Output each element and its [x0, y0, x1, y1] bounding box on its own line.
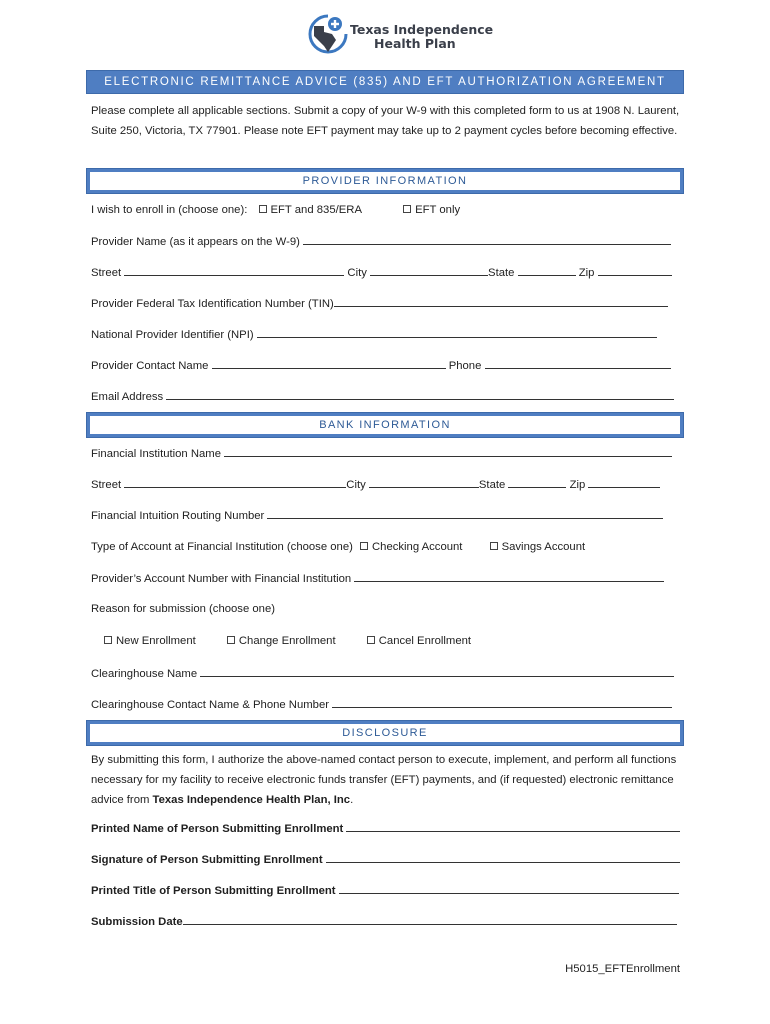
reason-new-option[interactable] — [104, 634, 196, 648]
enroll-option-label: EFT and 835/ERA — [270, 204, 362, 216]
checkbox[interactable] — [227, 636, 235, 644]
email-row — [91, 389, 681, 404]
checkbox[interactable] — [490, 542, 498, 550]
enroll-option-eft-835[interactable] — [259, 203, 362, 217]
provider-name-field[interactable] — [303, 234, 671, 245]
logo-line-2: Health Plan — [374, 36, 456, 51]
bank-city-label: City — [346, 479, 366, 491]
clearinghouse-contact-label: Clearinghouse Contact Name & Phone Number — [91, 699, 329, 711]
bank-address-row — [91, 477, 681, 492]
provider-heading: PROVIDER INFORMATION — [90, 172, 680, 190]
account-number-row — [91, 571, 681, 586]
printed-title-label: Printed Title of Person Submitting Enrollment — [91, 885, 336, 897]
printed-name-field[interactable] — [346, 821, 680, 832]
printed-title-field[interactable] — [339, 883, 679, 894]
phone-field[interactable] — [485, 358, 671, 369]
reason-cancel-option[interactable] — [367, 634, 471, 648]
checkbox[interactable] — [367, 636, 375, 644]
texas-star-logo-icon — [308, 12, 348, 58]
date-row — [91, 914, 681, 929]
intro-text: Please complete all applicable sections. Submit a copy of your W-9 with this completed form to us at 1908 N. Laurent, Suite 250, Victoria, TX 77901. Please note EFT payment may take up to 2 payment cycles before becoming effective. — [91, 105, 680, 137]
title-banner — [86, 70, 684, 94]
disclosure-heading: DISCLOSURE — [90, 724, 680, 742]
disclosure-text-end: . — [350, 794, 354, 806]
clearinghouse-contact-field[interactable] — [332, 697, 672, 708]
printed-title-row — [91, 883, 681, 898]
checkbox[interactable] — [403, 205, 411, 213]
account-number-label: Provider’s Account Number with Financial Institution — [91, 573, 352, 585]
provider-name-label: Provider Name (as it appears on the W-9) — [91, 236, 300, 248]
street-field[interactable] — [124, 265, 344, 276]
reason-label: Reason for submission (choose one) — [91, 603, 275, 615]
contact-row — [91, 358, 681, 373]
email-label: Email Address — [91, 391, 164, 403]
bank-section-header — [86, 412, 684, 438]
zip-field[interactable] — [598, 265, 672, 276]
bank-city-field[interactable] — [369, 477, 479, 488]
printed-name-label: Printed Name of Person Submitting Enrollment — [91, 823, 344, 835]
contact-name-field[interactable] — [212, 358, 446, 369]
disclosure-text — [91, 750, 683, 810]
logo-text — [350, 23, 493, 51]
disclosure-text-body: By submitting this form, I authorize the above-named contact person to execute, implement, and perform all functions necessary for my facility to receive electronic funds transfer (EFT) payments, and (if requested) electronic remittance advice from — [91, 754, 677, 806]
tin-field[interactable] — [334, 296, 668, 307]
savings-option[interactable] — [490, 540, 586, 554]
routing-field[interactable] — [267, 508, 663, 519]
account-type-label: Type of Account at Financial Institution (choose one) — [91, 541, 353, 553]
state-label: State — [488, 267, 515, 279]
reason-new-label: New Enrollment — [116, 635, 196, 647]
routing-row — [91, 508, 681, 523]
institution-row — [91, 446, 681, 461]
signature-field[interactable] — [326, 852, 680, 863]
date-label: Submission Date — [91, 916, 183, 928]
disclosure-section-header — [86, 720, 684, 746]
provider-address-row — [91, 265, 681, 280]
enroll-label: I wish to enroll in (choose one): — [91, 204, 248, 216]
reason-cancel-label: Cancel Enrollment — [378, 635, 472, 647]
company-logo — [308, 12, 494, 58]
bank-state-field[interactable] — [508, 477, 566, 488]
npi-field[interactable] — [257, 327, 657, 338]
enroll-option-label: EFT only — [415, 204, 461, 216]
checking-option[interactable] — [360, 540, 462, 554]
state-field[interactable] — [518, 265, 576, 276]
reason-options-row — [104, 634, 694, 648]
checking-label: Checking Account — [372, 541, 463, 553]
form-title: ELECTRONIC REMITTANCE ADVICE (835) AND EFT AUTHORIZATION AGREEMENT — [104, 76, 666, 88]
bank-street-label: Street — [91, 479, 122, 491]
street-label: Street — [91, 267, 122, 279]
enroll-option-eft-only[interactable] — [403, 203, 460, 217]
npi-row — [91, 327, 681, 342]
tin-row — [91, 296, 681, 311]
reason-change-option[interactable] — [227, 634, 336, 648]
checkbox[interactable] — [104, 636, 112, 644]
bank-heading: BANK INFORMATION — [90, 416, 680, 434]
enroll-row — [91, 203, 681, 217]
bank-state-label: State — [478, 479, 506, 491]
city-label: City — [347, 267, 367, 279]
clearinghouse-contact-row — [91, 697, 681, 712]
city-field[interactable] — [370, 265, 488, 276]
bank-zip-label: Zip — [569, 479, 586, 491]
clearinghouse-label: Clearinghouse Name — [91, 668, 198, 680]
form-code: H5015_EFTEnrollment — [565, 963, 680, 975]
bank-zip-field[interactable] — [588, 477, 660, 488]
reason-row — [91, 602, 681, 616]
date-field[interactable] — [183, 914, 677, 925]
account-number-field[interactable] — [354, 571, 664, 582]
savings-label: Savings Account — [501, 541, 586, 553]
provider-section-header — [86, 168, 684, 194]
checkbox[interactable] — [259, 205, 267, 213]
email-field[interactable] — [166, 389, 674, 400]
phone-label: Phone — [448, 360, 482, 372]
signature-row — [91, 852, 681, 867]
institution-field[interactable] — [224, 446, 672, 457]
tin-label: Provider Federal Tax Identification Number (TIN) — [91, 298, 334, 310]
clearinghouse-row — [91, 666, 681, 681]
signature-label: Signature of Person Submitting Enrollment — [91, 854, 323, 866]
zip-label: Zip — [578, 267, 595, 279]
logo-line-1: Texas Independence — [350, 22, 494, 37]
provider-name-row — [91, 234, 681, 249]
contact-name-label: Provider Contact Name — [91, 360, 209, 372]
checkbox[interactable] — [360, 542, 368, 550]
clearinghouse-field[interactable] — [200, 666, 674, 677]
npi-label: National Provider Identifier (NPI) — [91, 329, 254, 341]
bank-street-field[interactable] — [124, 477, 346, 488]
routing-label: Financial Intuition Routing Number — [91, 510, 265, 522]
printed-name-row — [91, 821, 681, 836]
institution-label: Financial Institution Name — [91, 448, 221, 460]
reason-change-label: Change Enrollment — [238, 635, 336, 647]
company-name: Texas Independence Health Plan, Inc — [152, 794, 351, 806]
account-type-row — [91, 540, 681, 554]
